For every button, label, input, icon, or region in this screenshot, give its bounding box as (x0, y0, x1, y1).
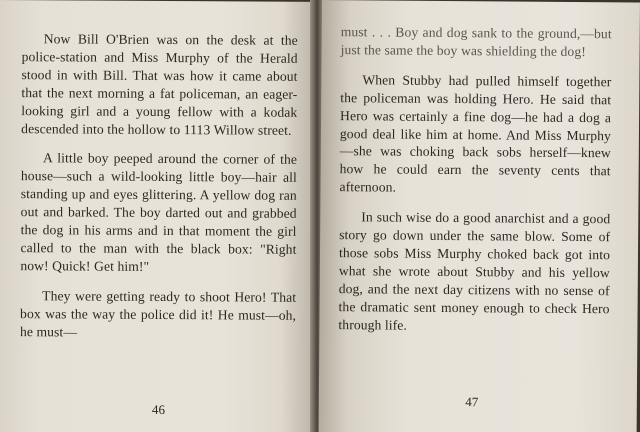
page-number-right: 47 (465, 394, 479, 410)
paragraph-3: They were getting ready to shoot Hero! That box was the way the police did it! He must—oh, he must— (19, 288, 297, 340)
left-page (0, 0, 314, 432)
paragraph-4: must . . . Boy and dog sank to the ground,—but just the same the boy was shielding the dog! (340, 24, 612, 59)
paragraph-6: In such wise do a good anarchist and a good story go down under the same blow. Some of those sobs Miss Murphy choked back got into what she wrote about Stubby and his yellow dog, and the next day citizens with no sense of the dramatic sent money enough to check Hero through life. (338, 209, 611, 333)
right-page (319, 0, 640, 432)
paragraph-5: When Stubby had pulled himself together the policeman was holding Hero. He said that Hero was certainly a fine dog—he had a dog a good deal like him at home. And Miss Murphy—she was choking back sobs herself—knew how he could earn the seventy cents that afternoon. (339, 72, 612, 195)
paragraph-2: A little boy peeped around the corner of the house—such a wild-looking little boy—hair all standing up and eyes glittering. A yellow dog ran out and barked. The boy darted out and grabbed the dog in his arms and in that moment the girl called to the man with the black box: "Right now! Quick! Get him!" (20, 150, 298, 274)
page-number-left: 46 (151, 402, 166, 418)
paragraph-1: Now Bill O'Brien was on the desk at the police-station and Miss Murphy of the Herald stood in with Bill. That was how it came about that the next morning a fat policeman, an eager-looking girl and a young fellow with a kodak descended into the hollow to 1113 Willow street. (21, 31, 298, 138)
